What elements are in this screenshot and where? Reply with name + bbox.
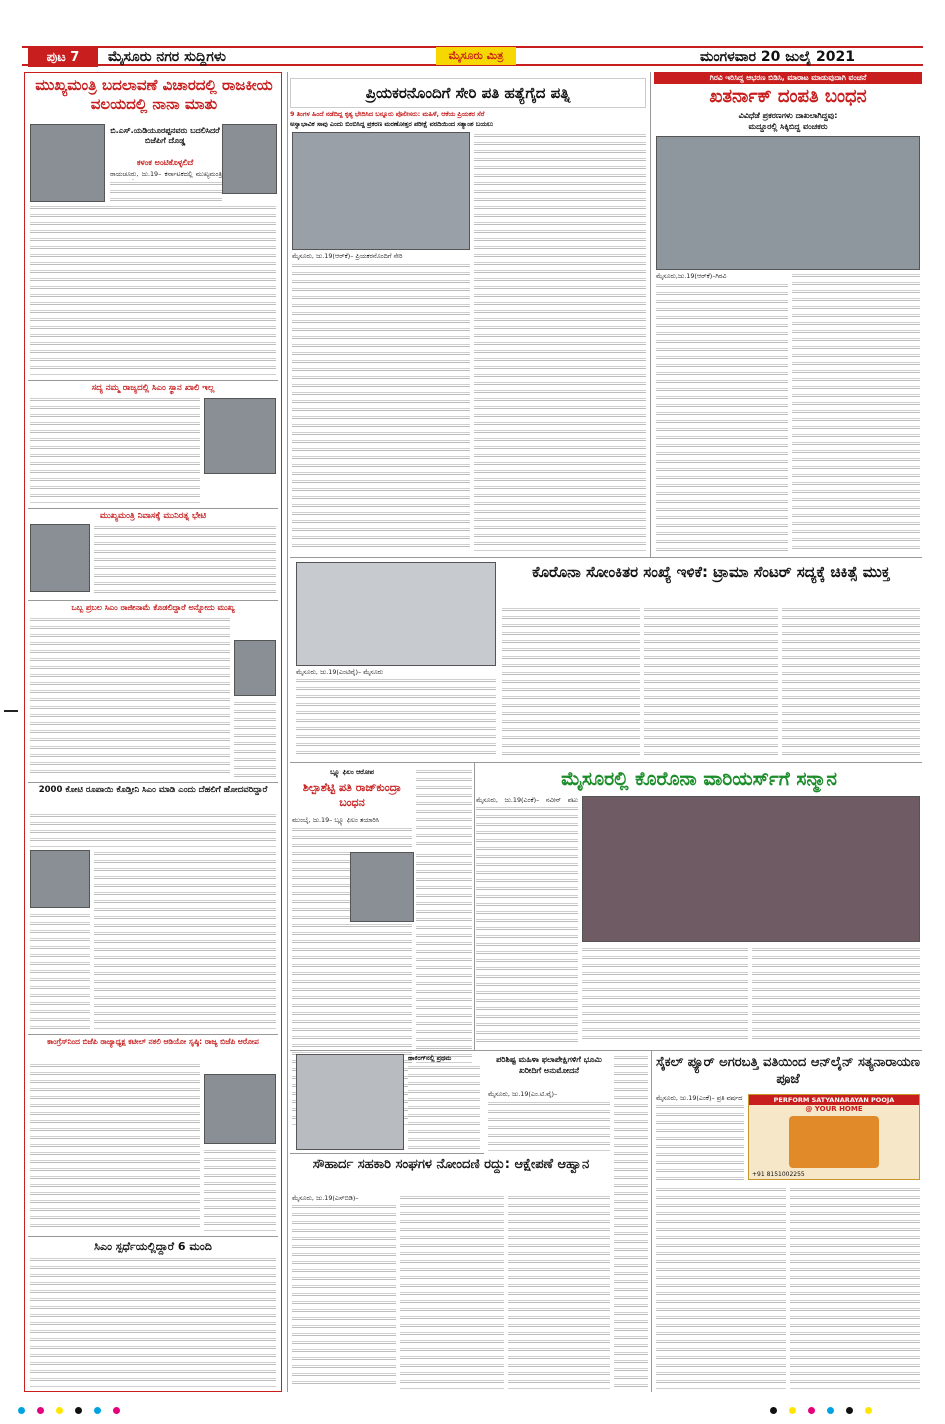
murder-body-1 [292,262,470,552]
award-caption-body [408,1064,480,1150]
2000-crore-body-2 [94,850,276,1030]
swamiji-photo [222,124,277,194]
murder-bullet-1: 9 ತಿಂಗಳ ಹಿಂದೆ ನಡೆದಿದ್ದ ಕೃತ್ಯ ಭೇದಿಸಿದ ಬನ್ನೂರು ಪೊಲೀಸರು: ಮಹಿಳೆ, ಆಕೆಯ ಪ್ರಿಯಕರ ಸೆರೆ [290,110,485,118]
murder-dateline: ಮೈಸೂರು, ಜು.19(ಆರ್‌ಕೆ)– ಪ್ರಿಯಕರನೊಂದಿಗೆ ಸೇರಿ [292,252,403,260]
pooja-headline: ಸೈಕಲ್ ಪ್ಯೂರ್ ಅಗರಬತ್ತಿ ವತಿಯಿಂದ ಆನ್‌ಲೈನ್ ಸತ್ಯನಾರಾಯಣ ಪೂಜೆ [655,1055,920,1087]
crop-mark [4,710,18,712]
women-land-dateline: ಮೈಸೂರು, ಜು.19(ಎಂ.ಟಿ.ವೈ)– [488,1090,558,1098]
ad-phone: +91 8151002255 [752,1171,805,1178]
cyan-dot [827,1407,834,1414]
cm-resign-body [30,616,230,778]
magenta-dot [808,1407,815,1414]
2000-crore-body [30,812,276,848]
warriors-headline: ಮೈಸೂರಲ್ಲಿ ಕೊರೊನಾ ವಾರಿಯರ್ಸ್‌ಗೆ ಸನ್ಮಾನ [561,768,837,790]
kundra-kicker: ಬ್ಲ್ಯೂ ಫಿಲಂ ಆರೋಪ [330,768,374,776]
trauma-headline: ಕೊರೊನಾ ಸೋಂಕಿತರ ಸಂಖ್ಯೆ ಇಳಿಕೆ: ಟ್ರಾಮಾ ಸೆಂಟರ್ ಸದ್ಯಕ್ಕೆ ಚಿಕಿತ್ಸೆ ಮುಕ್ತ [532,563,890,581]
police-press-photo [292,132,470,250]
left-lead-subhead-2: ಕಳಂಕ ಅಂಟಿಕೊಳ್ಳಲಿದೆ [136,158,194,167]
kateel-photo [204,1074,276,1144]
women-land-body-2 [614,1054,648,1389]
murder-headline: ಪ್ರಿಯಕರನೊಂದಿಗೆ ಸೇರಿ ಪತಿ ಹತ್ಯೆಗೈದ ಪತ್ನಿ [290,78,646,108]
kundra-body-2 [416,768,472,848]
masthead-logo: ಮೈಸೂರು ಮಿತ್ರ [436,47,516,65]
deity-image [789,1116,879,1168]
magenta-dot [37,1407,44,1414]
women-land-headline: ಪರಿಶಿಷ್ಟ ಮಹಿಳಾ ಫಲಾಪೇಕ್ಷಿಗಳಿಗೆ ಭೂಮಿ ಖರೀದಿಗೆ ಅನುಮೋದನೆ [496,1055,602,1075]
coop-dateline: ಮೈಸೂರು, ಜು.19(ಎಸ್‌ಬಿಡಿ)– [292,1194,359,1202]
left-lead-dateline: ರಾಯಚೂರು, ಜು.19– ಕರ್ನಾಟಕದಲ್ಲಿ ಮುಖ್ಯಮಂತ್ರಿ [110,170,222,178]
cyan-dot [94,1407,101,1414]
coop-body-2 [400,1194,504,1389]
cm-resign-body-2 [234,700,276,778]
warriors-felicitation-photo [582,796,920,942]
column-rule [474,762,475,1050]
coop-body-3 [508,1194,610,1389]
kateel-audio-body [30,1062,200,1232]
kateel-audio-body-2 [204,1148,276,1232]
warriors-body-1 [476,805,578,1043]
divider [28,380,278,381]
cm-race-headline: ಸಿಎಂ ಸ್ಪರ್ಧೆಯಲ್ಲಿದ್ದಾರೆ 6 ಮಂದಿ [94,1240,212,1253]
black-dot [770,1407,777,1414]
2000-crore-headline: 2000 ಕೋಟಿ ರೂಪಾಯಿ ಕೊಡ್ತೀನಿ ಸಿಎಂ ಮಾಡಿ ಎಂದು ದೆಹಲಿಗೆ ಹೋದವರಿದ್ದಾರೆ [38,785,268,795]
pooja-dateline: ಮೈಸೂರು, ಜು.19(ಎಂಕೆ)– ಪ್ರತಿ ವರ್ಷದ [656,1094,743,1102]
leader-photo [204,398,276,474]
coop-headline: ಸೌಹಾರ್ದ ಸಹಕಾರಿ ಸಂಘಗಳ ನೋಂದಣಿ ರದ್ದು: ಆಕ್ಷೇಪಣೆ ಆಹ್ವಾನ [312,1157,590,1172]
kundra-dateline: ಮುಂಬೈ, ಜು.19– ಬ್ಲ್ಯೂ ಫಿಲಂ ತಯಾರಿಸಿ [292,816,380,824]
divider [28,508,278,509]
issue-date: ಮಂಗಳವಾರ 20 ಜುಲೈ 2021 [700,49,855,65]
pooja-body-1 [656,1103,744,1183]
award-photo [296,1054,404,1150]
yeddyurappa-photo [30,124,105,202]
yellow-dot [56,1407,63,1414]
trauma-body-4 [782,606,920,756]
divider [28,1034,278,1035]
pooja-body-3 [790,1186,920,1389]
registration-dots-left [18,1407,120,1414]
cm-post-body [30,396,200,504]
divider [290,762,922,763]
couple-subhead-2: ಮದ್ದೂರಲ್ಲಿ ಸಿಕ್ಕಿಬಿದ್ದ ವಂಚಕರು [748,122,828,131]
coop-body-1 [292,1203,396,1389]
trauma-center-photo [296,562,496,666]
column-rule [651,1050,652,1392]
trauma-body-3 [644,606,778,756]
divider [290,1153,484,1154]
couple-kicker: ಗಿರವಿ ಇರಿಸಿದ್ದ ಆಭರಣ ಬಿಡಿಸಿ, ಮಾರಾಟ ಮಾಡುವುದಾಗಿ ವಂಚನೆ [654,72,922,84]
cyan-dot [18,1407,25,1414]
kundra-headline: ಶಿಲ್ಪಾಶೆಟ್ಟಿ ಪತಿ ರಾಜ್‌ಕುಂದ್ರಾ ಬಂಧನ [302,781,402,809]
murder-bullet-2: ಅಸ್ವಾಭಾವಿಕ ಸಾವು ಎಂದು ಬಿಂಬಿಸಿದ್ದ ಪ್ರಕರಣ ಮರಣೋತ್ತರ ಪರೀಕ್ಷೆ ವರದಿಯಿಂದ ಸತ್ಯಾಂಶ ಬಯಲು [290,120,494,128]
warriors-dateline: ಮೈಸೂರು, ಜು.19(ಎಂಕೆ)– ನವೀನ್ ಪಟು [476,796,578,804]
pooja-body-2 [656,1186,786,1389]
raj-kundra-photo [350,852,414,922]
couple-subhead: ವಿವಿಧೆಡೆ ಪ್ರಕರಣಗಳು ದಾಖಲಾಗಿದ್ದವು: [738,111,838,120]
left-lead-body-2 [30,204,276,376]
registration-dots-right [770,1407,872,1414]
page-number: ಪುಟ 7 [28,47,98,67]
cm-race-body [30,1256,276,1388]
munirathna-headline: ಮುಖ್ಯಮಂತ್ರಿ ನಿವಾಸಕ್ಕೆ ಮುನಿರತ್ನ ಭೇಟಿ [99,511,207,521]
divider [28,600,278,601]
trauma-body-2 [502,606,640,756]
arrested-couple-photo [656,136,920,270]
munirathna-body [94,524,276,596]
cm-resign-headline: ಒಬ್ಬ ಪ್ರಬಲ ಸಿಎಂ ರಾಜೀನಾಮೆ ಕೊಡಲಿದ್ದಾರೆ ಅನ್ನೋದು ಮುಖ್ಯ [71,603,235,612]
couple-body-2 [792,272,920,552]
black-dot [846,1407,853,1414]
2000-crore-body-3 [30,912,90,1030]
siddaramaiah-photo [234,640,276,696]
award-caption: ಹಾಕಿಂಗ್‌ನಲ್ಲಿ ಪ್ರಥಮ [408,1054,452,1062]
couple-dateline: ಮೈಸೂರು,ಜು.19(ಆರ್‌ಕೆ)–ಗಿರವಿ [656,272,727,280]
yellow-dot [789,1407,796,1414]
column-rule [287,72,288,1392]
column-rule [650,72,651,557]
kateel-audio-headline: ಕಾಂಗ್ರೆಸ್‌ನಿಂದ ಬಿಜೆಪಿ ರಾಜ್ಯಾಧ್ಯಕ್ಷ ಕಟೀಲ್ ನಕಲಿ ಆಡಿಯೋ ಸೃಷ್ಠಿ: ರಾಜ್ಯ ಬಿಜೆಪಿ ಆರೋಪ [47,1037,259,1046]
warriors-body-2 [582,946,748,1044]
section-title: ಮೈಸೂರು ನಗರ ಸುದ್ದಿಗಳು [108,49,226,65]
cm-post-headline: ಸದ್ಯ ನಮ್ಮ ರಾಜ್ಯದಲ್ಲಿ ಸಿಎಂ ಸ್ಥಾನ ಖಾಲಿ ಇಲ್ಲ [91,383,215,393]
trauma-dateline: ಮೈಸೂರು, ಜು.19(ಎಂಟಿವೈ)– ಮೈಸೂರು [296,668,384,676]
left-lead-subhead: ಬಿ.ಎಸ್.ಯಡಿಯೂರಪ್ಪನವರು ಬದಲಿಸಿದರೆ ಬಿಜೆಪಿಗೆ ದೊಡ್ಡ [110,126,220,145]
divider [290,1050,922,1051]
yellow-dot [865,1407,872,1414]
pooja-advertisement [748,1094,920,1180]
yatnal-photo [30,850,90,908]
women-land-body-1 [488,1100,610,1152]
ad-title: PERFORM SATYANARAYAN POOJA [749,1095,919,1105]
magenta-dot [113,1407,120,1414]
warriors-body-3 [752,946,920,1044]
black-dot [75,1407,82,1414]
munirathna-photo [30,524,90,592]
couple-body-1 [656,282,788,552]
ad-subtitle: @ YOUR HOME [805,1105,863,1113]
murder-body-2 [474,132,646,552]
trauma-body-1 [296,677,496,755]
divider [28,782,278,783]
left-lead-headline: ಮುಖ್ಯಮಂತ್ರಿ ಬದಲಾವಣೆ ವಿಚಾರದಲ್ಲಿ ರಾಜಕೀಯ ವಲಯದಲ್ಲಿ ನಾನಾ ಮಾತು [35,76,273,113]
divider [28,1236,278,1237]
couple-headline: ಖತರ್ನಾಕ್ ದಂಪತಿ ಬಂಧನ [709,86,867,107]
divider [290,557,922,558]
left-lead-body [110,180,222,202]
